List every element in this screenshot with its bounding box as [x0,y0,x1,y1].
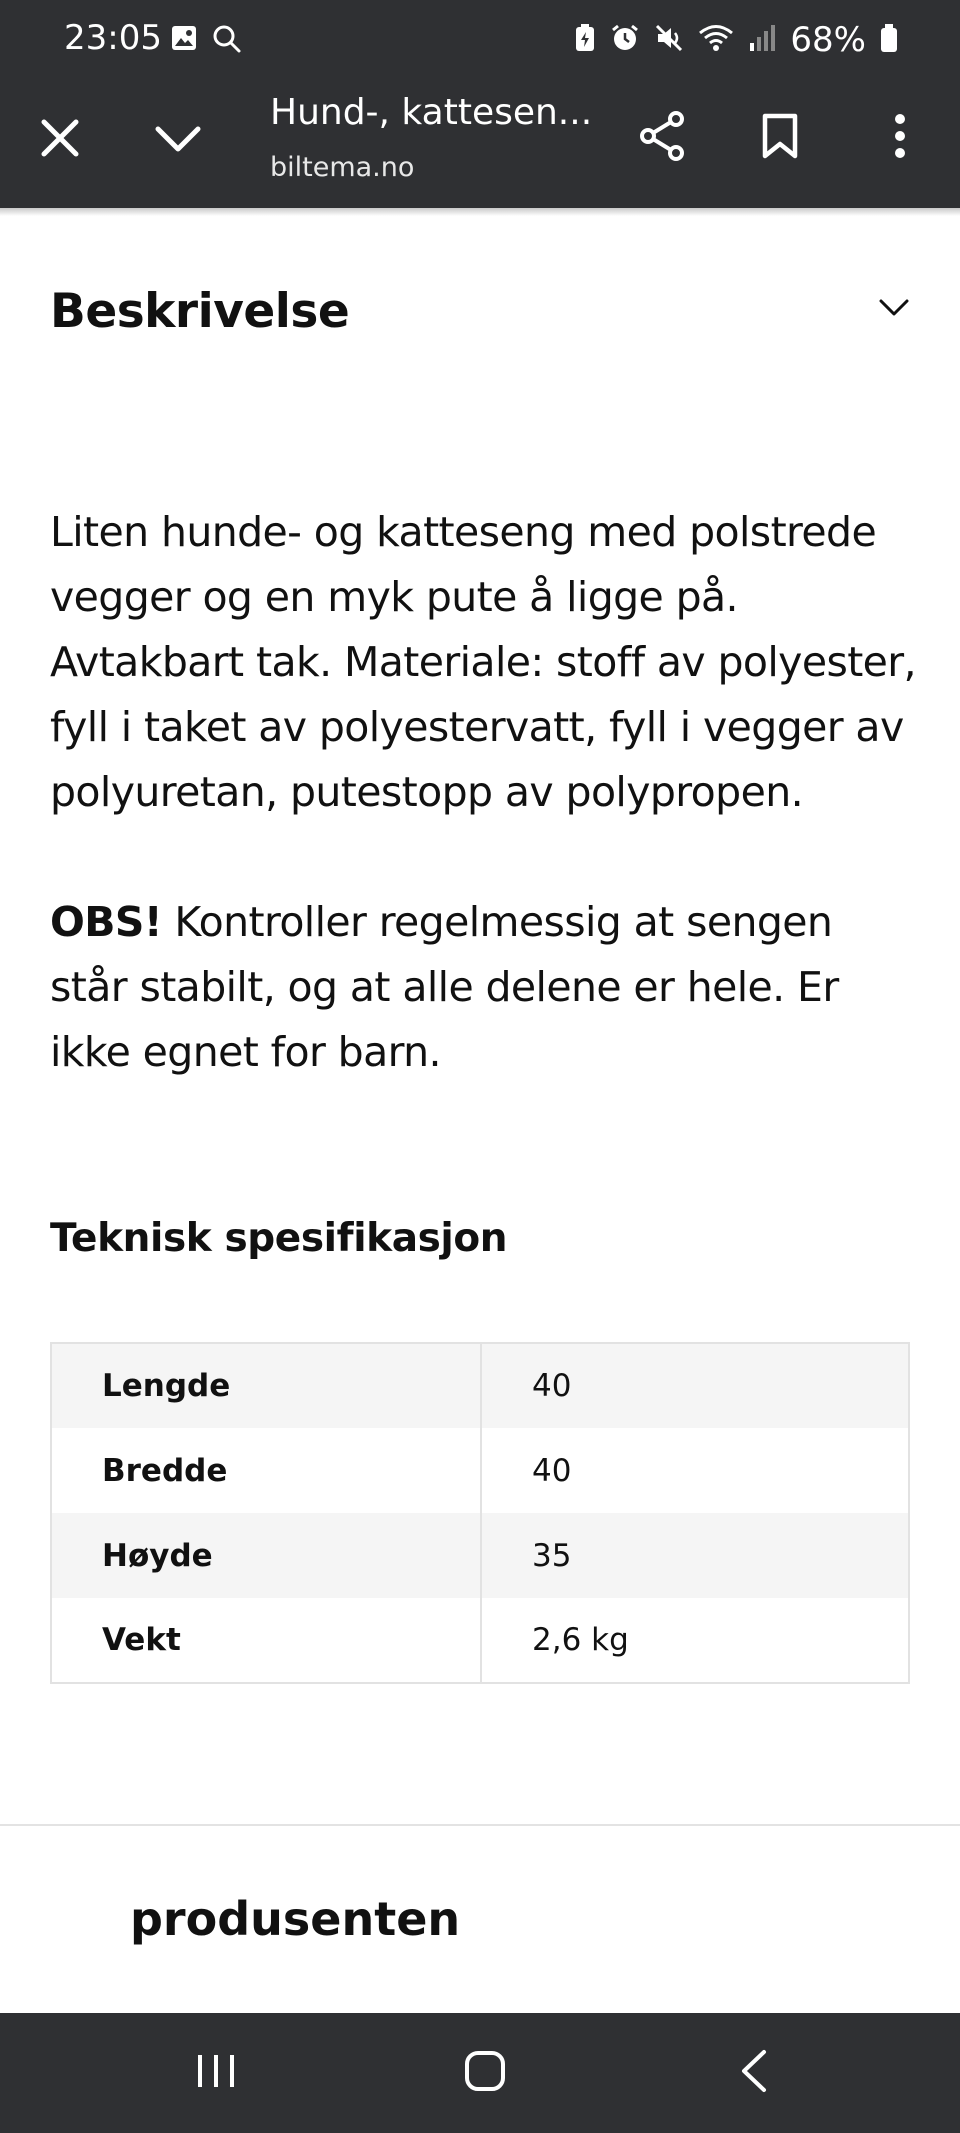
share-icon [638,110,686,167]
section-divider [0,1824,960,1826]
recent-apps-button[interactable] [176,2043,256,2103]
page-url[interactable]: biltema.no [270,152,415,183]
wifi-icon [698,23,734,58]
spec-title: Teknisk spesifikasjon [50,1216,508,1261]
close-button[interactable] [28,108,92,172]
table-row [51,1428,909,1513]
status-time: 23:05 [64,18,162,58]
table-row [51,1598,909,1683]
toolbar-shadow [0,208,960,216]
more-options-button[interactable] [868,106,932,170]
spec-value: 40 [481,1343,909,1428]
spec-key: Bredde [51,1428,481,1513]
producer-section-header[interactable]: produsenten [130,1892,461,1946]
bookmark-button[interactable] [748,106,812,170]
spec-table [50,1342,910,1684]
signal-icon [748,23,776,58]
spec-key: Lengde [51,1343,481,1428]
alarm-icon [610,23,640,58]
recent-apps-icon [196,2051,236,2096]
spec-key: Høyde [51,1513,481,1598]
status-bar [0,0,960,80]
home-button[interactable] [445,2043,525,2103]
battery-icon [880,23,898,58]
close-icon [40,118,80,163]
obs-text: Kontroller regelmessig at sengen står stabilt, og at alle delene er hele. Er ikke egnet for barn. [50,898,839,1076]
system-nav-bar [0,2013,960,2133]
spec-value: 35 [481,1513,909,1598]
chevron-down-icon [878,298,910,323]
search-icon [212,24,242,59]
table-row [51,1513,909,1598]
battery-percent: 68% [790,20,866,60]
page-title[interactable]: Hund-, kattesen... [270,92,593,133]
table-row [51,1343,909,1428]
status-left-icons [170,24,242,59]
battery-saver-icon [574,23,596,58]
image-icon [170,24,198,59]
custom-tab-toolbar [0,80,960,208]
status-right-icons [574,20,898,60]
description-paragraph: Liten hunde- og katteseng med polstrede vegger og en myk pute å ligge på. Avtakbart tak. Materiale: stoff av polyester, fyll i taket av polyestervatt, fyll i vegger av polyuretan, putestopp av polypropen. [50,508,916,816]
minimize-button[interactable] [146,108,210,172]
spec-value: 40 [532,1452,572,1489]
back-button[interactable] [714,2043,794,2103]
home-icon [464,2050,506,2097]
spec-key: Vekt [51,1598,481,1683]
more-icon [893,113,907,164]
description-title: Beskrivelse [50,284,350,339]
share-button[interactable] [630,106,694,170]
obs-label: OBS! [50,898,162,946]
back-icon [740,2049,768,2098]
mute-icon [654,23,684,58]
description-accordion-header[interactable] [50,284,910,354]
obs-paragraph [50,890,920,1085]
spec-value: 2,6 kg [532,1622,629,1658]
bookmark-icon [761,113,799,164]
chevron-down-icon [154,123,202,158]
